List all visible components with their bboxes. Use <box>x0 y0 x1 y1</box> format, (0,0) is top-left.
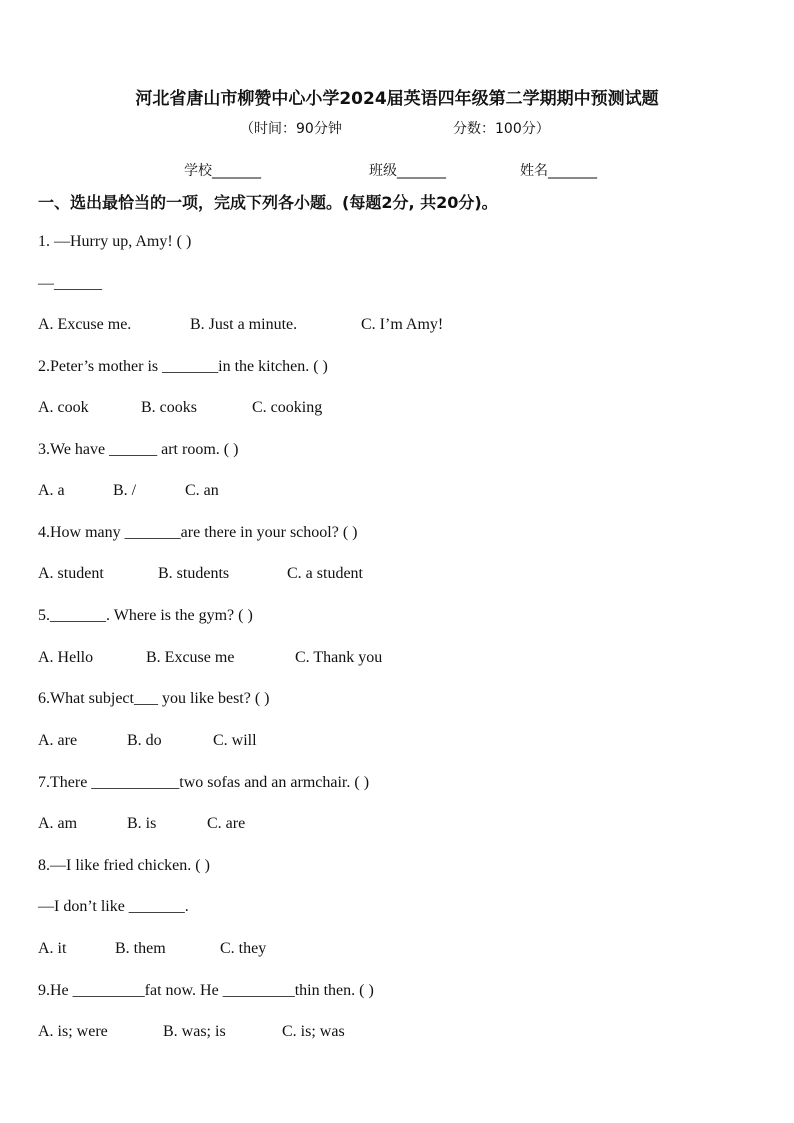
question-stem: 5._______. Where is the gym? ( ) <box>38 607 253 624</box>
option: B. Excuse me <box>146 649 235 666</box>
option: A. are <box>38 732 78 749</box>
option: C. Thank you <box>295 649 383 666</box>
option: C. I’m Amy! <box>361 316 444 333</box>
option: A. Hello <box>38 649 94 666</box>
question-answer-line: —I don’t like _______. <box>38 898 189 915</box>
option: A. student <box>38 565 104 582</box>
option: B. is <box>127 815 157 832</box>
question-stem: 3.We have ______ art room. ( ) <box>38 441 239 458</box>
option: B. do <box>127 732 162 749</box>
option: A. Excuse me. <box>38 316 132 333</box>
question-stem: 6.What subject___ you like best? ( ) <box>38 690 270 707</box>
option: C. is; was <box>282 1023 345 1040</box>
option: C. a student <box>287 565 363 582</box>
option: B. them <box>115 940 166 957</box>
question-stem: 2.Peter’s mother is _______in the kitchen. ( ) <box>38 358 328 375</box>
question-stem: 9.He _________fat now. He _________thin then. ( ) <box>38 982 374 999</box>
name-field: 姓名_______ <box>520 163 597 179</box>
question-stem: 4.How many _______are there in your school? ( ) <box>38 524 358 541</box>
question-answer-line: —______ <box>38 275 102 292</box>
class-field: 班级_______ <box>369 163 446 179</box>
option: A. is; were <box>38 1023 108 1040</box>
time-note: （时间：90分钟 <box>240 121 342 137</box>
question-stem: 8.—I like fried chicken. ( ) <box>38 857 210 874</box>
option: C. they <box>220 940 267 957</box>
option: C. an <box>185 482 219 499</box>
option: A. cook <box>38 399 89 416</box>
option: B. was; is <box>163 1023 226 1040</box>
option: B. / <box>113 482 137 499</box>
exam-title: 河北省唐山市柳赞中心小学2024届英语四年级第二学期期中预测试题 <box>135 89 659 109</box>
option: A. it <box>38 940 67 957</box>
option: A. a <box>38 482 65 499</box>
option: C. will <box>213 732 257 749</box>
score-note: 分数：100分） <box>453 121 550 137</box>
question-stem: 7.There ___________two sofas and an armchair. ( ) <box>38 774 370 791</box>
option: C. cooking <box>252 399 323 416</box>
school-field: 学校_______ <box>184 163 261 179</box>
option: C. are <box>207 815 246 832</box>
option: B. Just a minute. <box>190 316 298 333</box>
option: B. students <box>158 565 230 582</box>
section-heading: 一、选出最恰当的一项，完成下列各小题。(每题2分, 共20分)。 <box>38 193 498 212</box>
option: B. cooks <box>141 399 197 416</box>
question-stem: 1. —Hurry up, Amy! ( ) <box>38 233 192 250</box>
option: A. am <box>38 815 78 832</box>
